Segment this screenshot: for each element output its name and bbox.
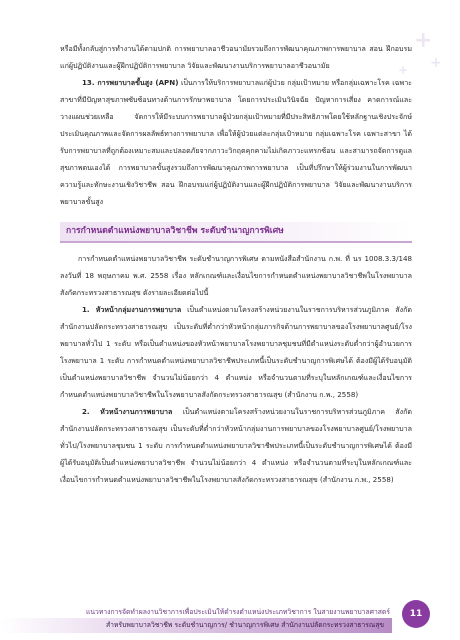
top-paragraph: หรือมีทั้งกลับสู่การทำงานได้ตามปกติ การพยาบาลอาชีวอนามัยรวมถึงการพัฒนาคุณภาพการพยาบาล สอน ฝึกอบรมแก่ผู้ปฏิบัติงานและผู้ฝึกปฏิบัติการพยาบาล วิจัยและพัฒนางานบริการพยาบาลอาชีวอนามัย [60, 44, 412, 70]
item-13-text: เป็นการให้บริการพยาบาลแก่ผู้ป่วย กลุ่มเป้าหมาย หรือกลุ่มเฉพาะโรค เฉพาะสาขาที่มีปัญหาสุขภาพซับซ้อนทางด้านการรักษาพยาบาล โดยการประเมินวินิจฉัย ปัญหาการเสี่ยง คาดการณ์และวางแผนช่วยเหลือ จัดการให้มีระบบการพยาบาลผู้ป่วยกลุ่มเป้าหมายที่มีประสิทธิภาพโดยใช้หลักฐานเชิงประจักษ์ ประเมินคุณภาพและจัดการผลลัพธ์ทางการพยาบาล เพื่อให้ผู้ป่วยแต่ละกลุ่มเป้าหมาย กลุ่มเฉพาะโรค เฉพาะสาขา ได้รับการพยาบาลที่ถูกต้องเหมาะสมและปลอดภัยจากภาวะวิกฤตคุกคามไม่เกิดภาวะแทรกซ้อน และสามารถจัดการดูแลสุขภาพตนเองได้ การพยาบาลขั้นสูงรวมถึงการพัฒนาคุณภาพการพยาบาล เป็นที่ปรึกษาให้ผู้ร่วมงานในการพัฒนาความรู้และทักษะงานเชิงวิชาชีพ สอน ฝึกอบรมแก่ผู้ปฏิบัติงานและผู้ฝึกปฏิบัติการพยาบาล วิจัยและพัฒนางานบริการพยาบาลขั้นสูง [60, 78, 412, 206]
item-2-paragraph [60, 403, 412, 488]
item-2-heading: 2. หัวหน้างานการพยาบาล [82, 407, 173, 416]
document-body [60, 40, 412, 488]
decorative-plus-mark: + [430, 55, 442, 71]
footer-title: แนวทางการจัดทำผลงานวิชาการเพื่อประเมินให้ดำรงตำแหน่งประเภทวิชาการ ในสายงานพยาบาลศาสตร์ [85, 608, 390, 616]
page-footer [0, 604, 460, 640]
intro-paragraph: การกำหนดตำแหน่งพยาบาลวิชาชีพ ระดับชำนาญการพิเศษ ตามหนังสือสำนักงาน ก.พ. ที่ นร 1008.3.3/148 ลงวันที่ 18 พฤษภาคม พ.ศ. 2558 เรื่อง หลักเกณฑ์และเงื่อนไขการกำหนดตำแหน่งพยาบาลวิชาชีพในโรงพยาบาลสังกัดกระทรวงสาธารณสุข ดังรายละเอียดต่อไปนี้ [60, 254, 412, 297]
footer-subtitle: สำหรับพยาบาลวิชาชีพ ระดับชำนาญการ/ ชำนาญการพิเศษ สำนักงานปลัดกระทรวงสาธารณสุข [105, 621, 384, 629]
item-13-heading: 13. การพยาบาลขั้นสูง (APN) [82, 78, 179, 87]
decorative-plus-mark: + [414, 28, 433, 53]
item-1-paragraph [60, 301, 412, 403]
item-1-text: เป็นตำแหน่งตามโครงสร้างหน่วยงานในราชการบริหารส่วนภูมิภาค สังกัดสำนักงานปลัดกระทรวงสาธารณสุข เป็นระดับที่ต่ำกว่าหัวหน้ากลุ่มภารกิจด้านการพยาบาลของโรงพยาบาลศูนย์/โรงพยาบาลทั่วไป 1 ระดับ หรือเป็นตำแหน่งของหัวหน้าพยาบาลโรงพยาบาลชุมชนที่มีตำแหน่งระดับต่ำกว่าผู้อำนวยการโรงพยาบาล 1 ระดับ การกำหนดตำแหน่งพยาบาลวิชาชีพประเภทนี้เป็นระดับชำนาญการพิเศษได้ ต้องมีผู้ได้รับอนุมัติเป็นตำแหน่งพยาบาลวิชาชีพ จำนวนไม่น้อยกว่า 4 ตำแหน่ง หรือจำนวนตามที่ระบุในหลักเกณฑ์และเงื่อนไขการกำหนดตำแหน่งพยาบาลวิชาชีพในโรงพยาบาลสังกัดกระทรวงสาธารณสุข (สำนักงาน ก.พ., 2558) [60, 305, 412, 399]
section-title: การกำหนดตำแหน่งพยาบาลวิชาชีพ ระดับชำนาญการพิเศษ [60, 222, 412, 243]
item-2-text: เป็นตำแหน่งตามโครงสร้างหน่วยงานในราชการบริหารส่วนภูมิภาค สังกัดสำนักงานปลัดกระทรวงสาธารณสุข เป็นระดับที่ต่ำกว่าหัวหน้ากลุ่มงานการพยาบาลของโรงพยาบาลศูนย์/โรงพยาบาลทั่วไป/โรงพยาบาลชุมชน 1 ระดับ การกำหนดตำแหน่งพยาบาลวิชาชีพประเภทนี้เป็นระดับชำนาญการพิเศษได้ ต้องมีผู้ได้รับอนุมัติเป็นตำแหน่งพยาบาลวิชาชีพ จำนวนไม่น้อยกว่า 4 ตำแหน่ง หรือจำนวนตามที่ระบุในหลักเกณฑ์และเงื่อนไขการกำหนดตำแหน่งพยาบาลวิชาชีพในโรงพยาบาลสังกัดกระทรวงสาธารณสุข (สำนักงาน ก.พ., 2558) [60, 407, 412, 484]
decorative-plus-mark: + [398, 63, 409, 77]
item-1-heading: 1. หัวหน้ากลุ่มงานการพยาบาล [82, 305, 182, 314]
footer-bar [0, 618, 392, 633]
page-number-badge: 11 [402, 600, 430, 628]
item-13-paragraph [60, 74, 412, 210]
